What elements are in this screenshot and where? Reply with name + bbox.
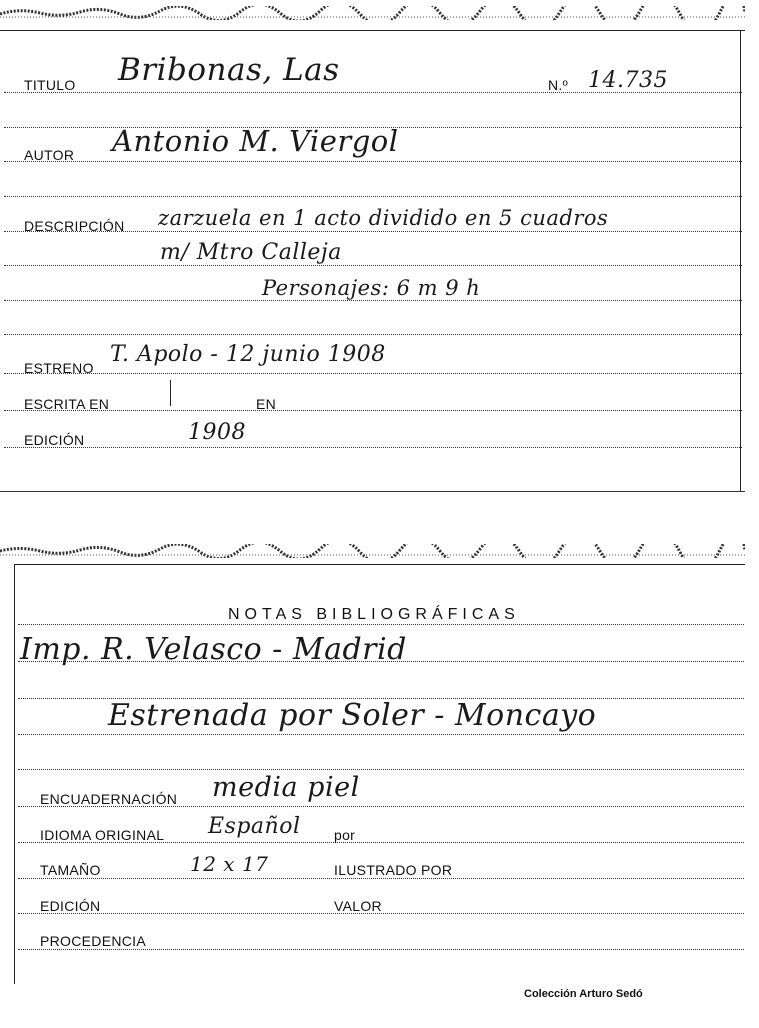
ilustrado-label: ILUSTRADO POR <box>334 862 453 878</box>
row-line <box>4 410 742 411</box>
edicion-label: EDICIÓN <box>24 432 85 448</box>
pen-stroke <box>170 380 171 406</box>
encuadernacion-label: ENCUADERNACIÓN <box>40 791 178 807</box>
idioma-value: Español <box>208 814 301 839</box>
row-line <box>18 624 744 625</box>
titulo-value: Bribonas, Las <box>118 52 340 88</box>
card-left-border <box>14 564 15 984</box>
row-line <box>18 878 744 879</box>
estreno-value: T. Apolo - 12 junio 1908 <box>110 342 386 367</box>
row-line <box>18 769 744 770</box>
escrita-en-label: ESCRITA EN <box>24 396 110 412</box>
procedencia-label: PROCEDENCIA <box>40 933 146 949</box>
edicion-value: 1908 <box>188 420 246 445</box>
autor-label: AUTOR <box>24 147 75 163</box>
collection-credit: Colección Arturo Sedó <box>524 988 643 1000</box>
row-line <box>4 265 742 266</box>
card-top-border <box>0 30 745 31</box>
notas-heading: NOTAS BIBLIOGRÁFICAS <box>228 606 520 623</box>
catalog-card-back <box>0 540 759 1028</box>
estreno-label: ESTRENO <box>24 360 94 376</box>
row-line <box>4 334 742 335</box>
encuadernacion-value: media piel <box>212 772 360 803</box>
numero-value: 14.735 <box>588 68 668 93</box>
torn-top-edge <box>0 6 745 20</box>
nota-line2: Estrenada por Soler - Moncayo <box>108 698 597 733</box>
card-right-border <box>740 30 741 492</box>
row-line <box>4 300 742 301</box>
card-top-border <box>14 564 745 565</box>
catalog-card-front <box>0 0 759 492</box>
descripcion-line1: zarzuela en 1 acto dividido en 5 cuadros <box>158 206 609 230</box>
edicion-back-label: EDICIÓN <box>40 898 101 914</box>
nota-line1: Imp. R. Velasco - Madrid <box>20 632 407 667</box>
numero-label: N.º <box>548 77 569 93</box>
titulo-label: TITULO <box>24 77 76 93</box>
idioma-label: IDIOMA ORIGINAL <box>40 827 165 843</box>
por-label: por <box>334 827 356 843</box>
row-line <box>4 196 742 197</box>
row-line <box>4 373 742 374</box>
card-bottom-border <box>0 491 745 492</box>
tamano-label: TAMAÑO <box>40 862 101 878</box>
row-line <box>18 949 744 950</box>
tamano-value: 12 x 17 <box>190 852 269 876</box>
row-line <box>4 161 742 162</box>
descripcion-label: DESCRIPCIÓN <box>24 218 125 234</box>
en-label: EN <box>256 396 277 412</box>
autor-value: Antonio M. Viergol <box>112 124 399 158</box>
row-line <box>18 734 744 735</box>
torn-top-edge <box>0 544 745 558</box>
descripcion-line3: Personajes: 6 m 9 h <box>262 276 481 300</box>
row-line <box>4 447 742 448</box>
valor-label: VALOR <box>334 898 382 914</box>
descripcion-line2: m/ Mtro Calleja <box>160 240 342 265</box>
